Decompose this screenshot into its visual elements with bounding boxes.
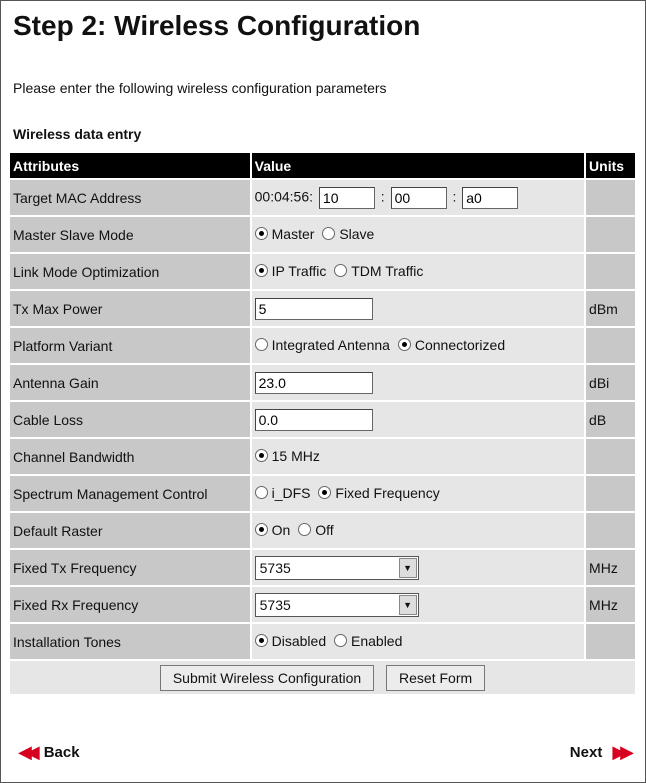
label-link-mode: Link Mode Optimization (10, 254, 250, 289)
radio-label: Connectorized (414, 336, 506, 353)
radio-selected-icon (398, 338, 411, 351)
radio-label: i_DFS (271, 484, 311, 501)
config-table (8, 151, 637, 696)
label-channel-bandwidth: Channel Bandwidth (10, 439, 250, 474)
radio-label: TDM Traffic (351, 262, 424, 279)
radio-integrated-antenna[interactable] (255, 337, 390, 353)
button-row (10, 661, 635, 694)
label-default-raster: Default Raster (10, 513, 250, 548)
row-link-mode (10, 254, 635, 289)
row-fixed-tx-frequency (10, 550, 635, 585)
radio-label: IP Traffic (271, 262, 327, 279)
label-target-mac: Target MAC Address (10, 180, 250, 215)
radio-connectorized[interactable] (398, 337, 505, 353)
tx-max-power-input[interactable] (255, 298, 373, 320)
label-cable-loss: Cable Loss (10, 402, 250, 437)
radio-raster-off[interactable] (298, 522, 333, 538)
radio-unselected-icon (255, 338, 268, 351)
double-right-arrow-icon: ▶▶ (612, 742, 628, 762)
mac-separator: : (452, 188, 457, 205)
label-spectrum-management: Spectrum Management Control (10, 476, 250, 511)
header-units: Units (586, 153, 635, 178)
radio-unselected-icon (255, 486, 268, 499)
radio-selected-icon (255, 264, 268, 277)
unit-antenna-gain: dBi (586, 365, 635, 400)
radio-15mhz[interactable] (255, 448, 320, 464)
radio-selected-icon (255, 523, 268, 536)
radio-label: Enabled (351, 632, 403, 649)
unit-fixed-tx-frequency: MHz (586, 550, 635, 585)
label-fixed-tx-frequency: Fixed Tx Frequency (10, 550, 250, 585)
radio-selected-icon (255, 449, 268, 462)
back-label: Back (43, 744, 80, 761)
radio-unselected-icon (334, 264, 347, 277)
label-tx-max-power: Tx Max Power (10, 291, 250, 326)
chevron-down-icon[interactable]: ▼ (399, 595, 417, 615)
radio-selected-icon (318, 486, 331, 499)
next-label: Next (569, 744, 603, 761)
header-value: Value (252, 153, 584, 178)
row-platform-variant (10, 328, 635, 363)
row-fixed-rx-frequency (10, 587, 635, 622)
cable-loss-input[interactable] (255, 409, 373, 431)
select-value: 5735 (259, 596, 291, 613)
mac-octet-4-input[interactable] (319, 187, 375, 209)
radio-selected-icon (255, 227, 268, 240)
unit-tx-max-power: dBm (586, 291, 635, 326)
label-master-slave: Master Slave Mode (10, 217, 250, 252)
submit-wireless-configuration-button[interactable]: Submit Wireless Configuration (160, 665, 374, 691)
radio-unselected-icon (298, 523, 311, 536)
radio-tdm-traffic[interactable] (334, 263, 423, 279)
row-spectrum-management (10, 476, 635, 511)
radio-tones-enabled[interactable] (334, 633, 402, 649)
tx-frequency-select[interactable] (255, 556, 419, 580)
radio-selected-icon (255, 634, 268, 647)
back-link[interactable] (18, 742, 80, 763)
chevron-down-icon[interactable]: ▼ (399, 558, 417, 578)
label-fixed-rx-frequency: Fixed Rx Frequency (10, 587, 250, 622)
label-platform-variant: Platform Variant (10, 328, 250, 363)
next-link[interactable] (570, 742, 628, 763)
header-attributes: Attributes (10, 153, 250, 178)
radio-label: On (271, 521, 291, 538)
mac-octet-6-input[interactable] (462, 187, 518, 209)
radio-label: Fixed Frequency (335, 484, 440, 501)
row-default-raster (10, 513, 635, 548)
radio-tones-disabled[interactable] (255, 633, 326, 649)
radio-label: Integrated Antenna (271, 336, 390, 353)
radio-unselected-icon (322, 227, 335, 240)
rx-frequency-select[interactable] (255, 593, 419, 617)
unit-cable-loss: dB (586, 402, 635, 437)
radio-label: 15 MHz (271, 447, 320, 464)
page-title: Step 2: Wireless Configuration (13, 10, 421, 41)
radio-master[interactable] (255, 226, 315, 242)
radio-i-dfs[interactable] (255, 485, 311, 501)
row-tx-max-power (10, 291, 635, 326)
mac-separator: : (380, 188, 385, 205)
mac-octet-5-input[interactable] (391, 187, 447, 209)
radio-label: Disabled (271, 632, 327, 649)
row-master-slave (10, 217, 635, 252)
reset-form-button[interactable]: Reset Form (386, 665, 485, 691)
unit-fixed-rx-frequency: MHz (586, 587, 635, 622)
radio-slave[interactable] (322, 226, 374, 242)
select-value: 5735 (259, 559, 291, 576)
double-left-arrow-icon: ◀◀ (18, 742, 34, 762)
row-target-mac (10, 180, 635, 215)
label-antenna-gain: Antenna Gain (10, 365, 250, 400)
unit-target-mac (586, 180, 635, 215)
radio-label: Off (315, 521, 334, 538)
label-installation-tones: Installation Tones (10, 624, 250, 659)
row-installation-tones (10, 624, 635, 659)
radio-raster-on[interactable] (255, 522, 291, 538)
table-header (10, 153, 635, 178)
radio-label: Slave (339, 225, 375, 242)
antenna-gain-input[interactable] (255, 372, 373, 394)
radio-ip-traffic[interactable] (255, 263, 327, 279)
row-antenna-gain (10, 365, 635, 400)
intro-text: Please enter the following wireless configuration parameters (13, 80, 387, 96)
radio-unselected-icon (334, 634, 347, 647)
section-title: Wireless data entry (13, 126, 142, 142)
row-cable-loss (10, 402, 635, 437)
mac-prefix: 00:04:56: (254, 188, 314, 205)
row-channel-bandwidth (10, 439, 635, 474)
radio-fixed-frequency[interactable] (318, 485, 439, 501)
radio-label: Master (271, 225, 315, 242)
